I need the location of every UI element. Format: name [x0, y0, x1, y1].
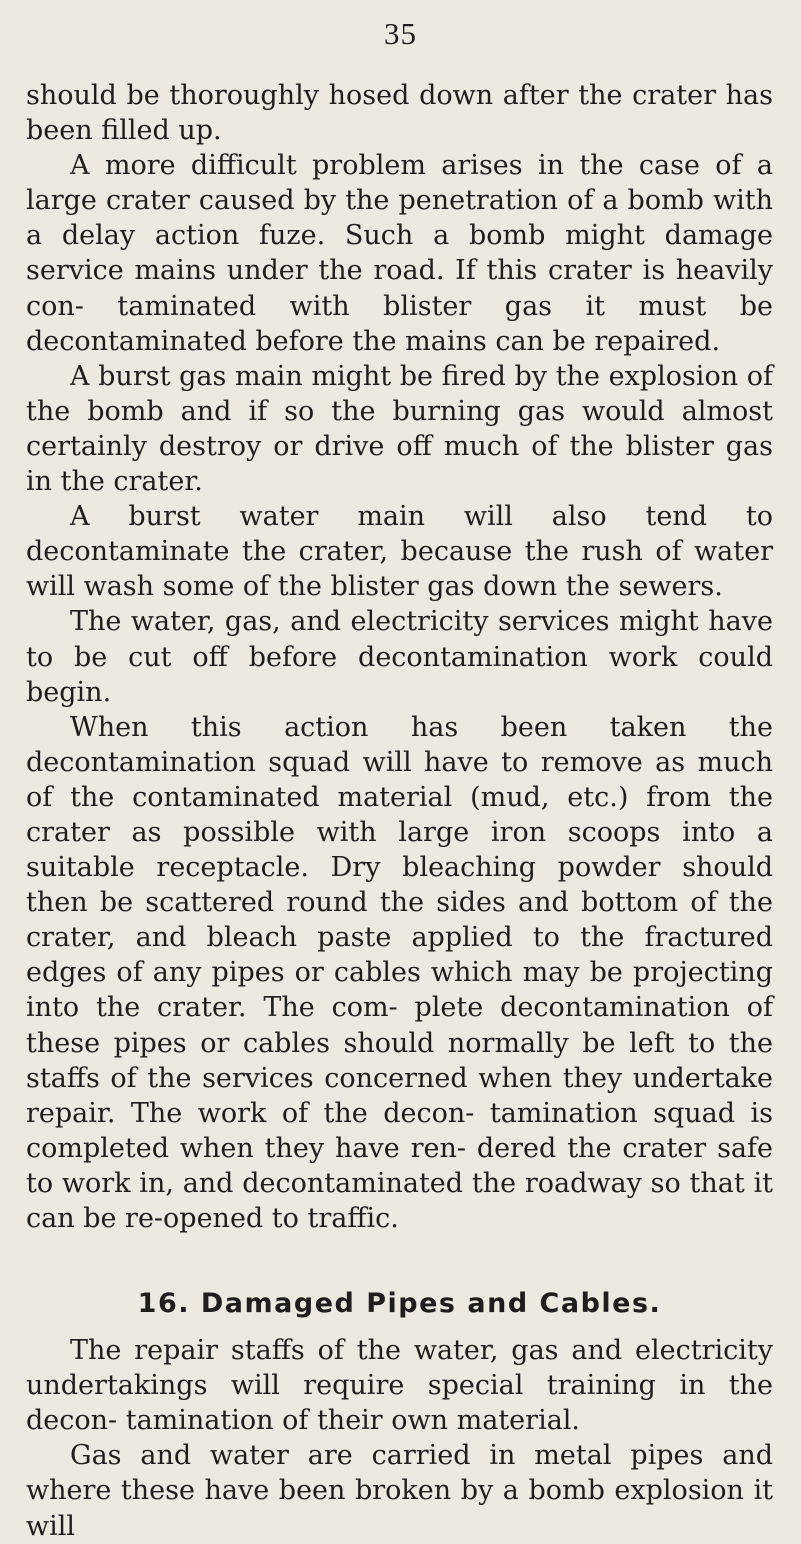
paragraph-burst-water-main: A burst water main will also tend to decontaminate the crater, because the rush of water will wash some of the blister gas down the sewers.: [26, 501, 773, 603]
paragraph-decontamination-squad: When this action has been taken the decontamination squad will have to remove as much of the contaminated material (mud, etc.) from the crater as possible with large iron scoops into a suitable receptacle. Dry bleaching powder should then be scattered round the sides and bottom of the crater, and bleach paste applied to the fractured edges of any pipes or cables which may be projecting into the crater. The com- plete decontamination of these pipes or cables should normally be left to the staffs of the services concerned when they undertake repair. The work of the decon- tamination squad is completed when they have ren- dered the crater safe to work in, and decontaminated the roadway so that it can be re-opened to traffic.: [26, 711, 773, 1234]
section-heading: 16. Damaged Pipes and Cables.: [137, 1288, 662, 1320]
paragraph-gas-and-water-pipes: Gas and water are carried in metal pipes and where these have been broken by a bomb explosion it will: [26, 1440, 773, 1542]
paragraph-services-cut-off: The water, gas, and electricity services might have to be cut off before decontamination work could begin.: [26, 606, 773, 708]
page-number: 35: [384, 16, 417, 51]
paragraph-delay-action-fuze: A more difficult problem arises in the case of a large crater caused by the penetration of a bomb with a delay action fuze. Such a bomb might damage service mains under the road. If this crater is heavily con- taminated with blister gas it must be decontaminated before the mains can be repaired.: [26, 150, 773, 357]
paragraph-continuation: should be thoroughly hosed down after the crater has been filled up.: [26, 80, 773, 147]
paragraph-burst-gas-main: A burst gas main might be fired by the explosion of the bomb and if so the burning gas would almost certainly destroy or drive off much of the blister gas in the crater.: [26, 360, 773, 498]
paragraph-repair-staffs: The repair staffs of the water, gas and electricity undertakings will require special training in the decon- tamination of their own material.: [26, 1335, 773, 1437]
